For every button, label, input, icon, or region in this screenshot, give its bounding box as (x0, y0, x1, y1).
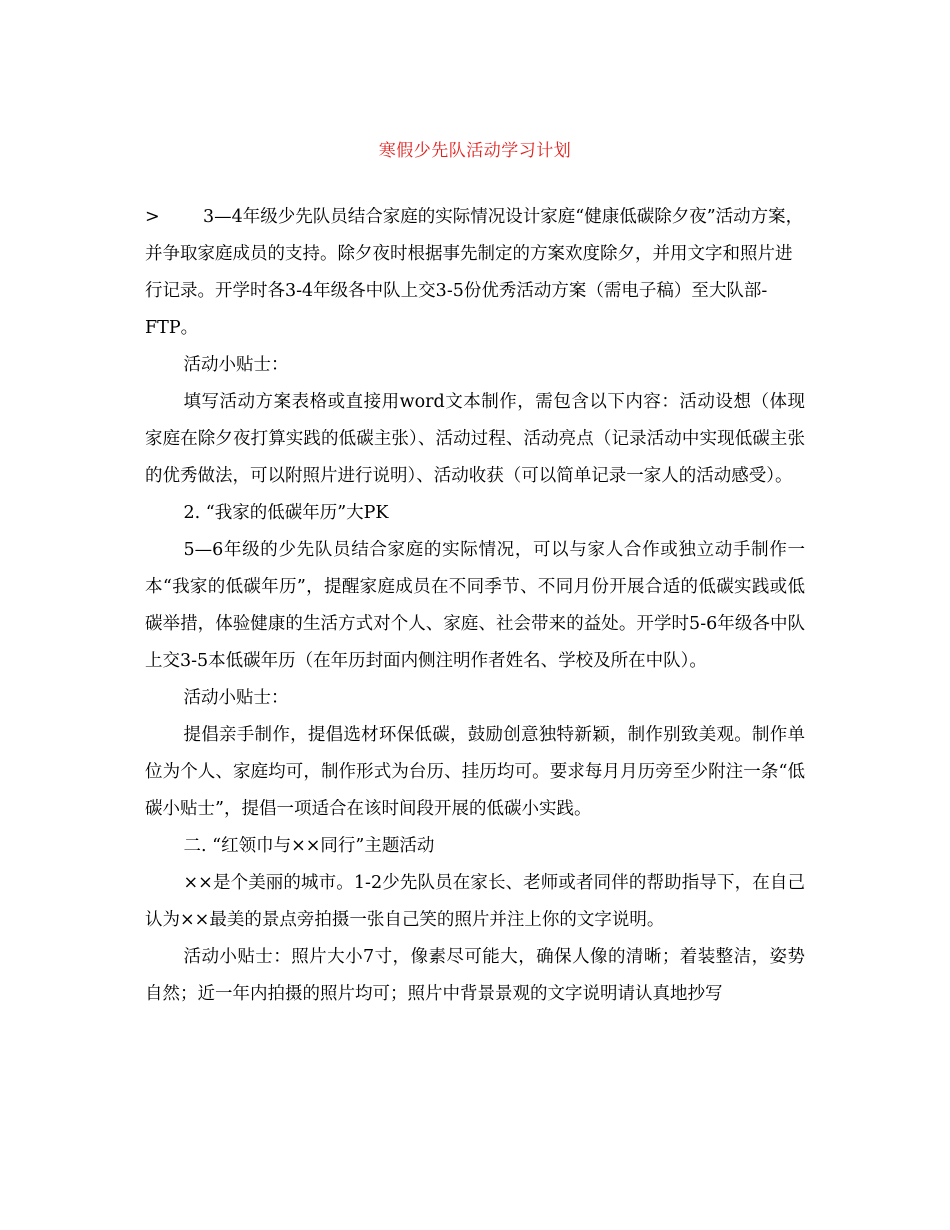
paragraph-tips-1: 活动小贴士： (183, 355, 289, 375)
section-heading-2: 2. “我家的低碳年历”大PK (183, 503, 389, 523)
paragraph-3: 填写活动方案表格或直接用word文本制作，需包含以下内容：活动设想（体现家庭在除夕夜打算实践的低碳主张）、活动过程、活动亮点（记录活动中实现低碳主张的优秀做法，可以附照片进行说明）、活动收获（可以简单记录一家人的活动感受）。 (145, 392, 805, 486)
document-body (145, 199, 805, 1013)
paragraph-1-text: 3—4年级少先队员结合家庭的实际情况设计家庭“健康低碳除夕夜”活动方案，并争取家庭成员的支持。除夕夜时根据事先制定的方案欢度除夕，并用文字和照片进行记录。开学时各3-4年级各中队上交3-5份优秀活动方案（需电子稿）至大队部-FTP。 (145, 207, 804, 338)
paragraph-5: 5—6年级的少先队员结合家庭的实际情况，可以与家人合作或独立动手制作一本“我家的低碳年历”，提醒家庭成员在不同季节、不同月份开展合适的低碳实践或低碳举措，体验健康的生活方式对个人、家庭、社会带来的益处。开学时5-6年级各中队上交3-5本低碳年历（在年历封面内侧注明作者姓名、学校及所在中队）。 (145, 540, 805, 671)
paragraph-1 (145, 199, 805, 347)
paragraph-10: 活动小贴士：照片大小7寸，像素尽可能大，确保人像的清晰；着装整洁，姿势自然；近一年内拍摄的照片均可；照片中背景景观的文字说明请认真地抄写 (145, 947, 805, 1004)
document-title: 寒假少先队活动学习计划 (378, 141, 572, 161)
section-heading-er: 二. “红领巾与××同行”主题活动 (183, 836, 435, 856)
bullet-marker: > (145, 207, 160, 227)
paragraph-9: ××是个美丽的城市。1-2少先队员在家长、老师或者同伴的帮助指导下，在自己认为××最美的景点旁拍摄一张自己笑的照片并注上你的文字说明。 (145, 873, 805, 930)
paragraph-tips-2: 活动小贴士： (183, 688, 289, 708)
paragraph-7: 提倡亲手制作，提倡选材环保低碳，鼓励创意独特新颖，制作别致美观。制作单位为个人、家庭均可，制作形式为台历、挂历均可。要求每月月历旁至少附注一条“低碳小贴士”，提倡一项适合在该时间段开展的低碳小实践。 (145, 725, 805, 819)
